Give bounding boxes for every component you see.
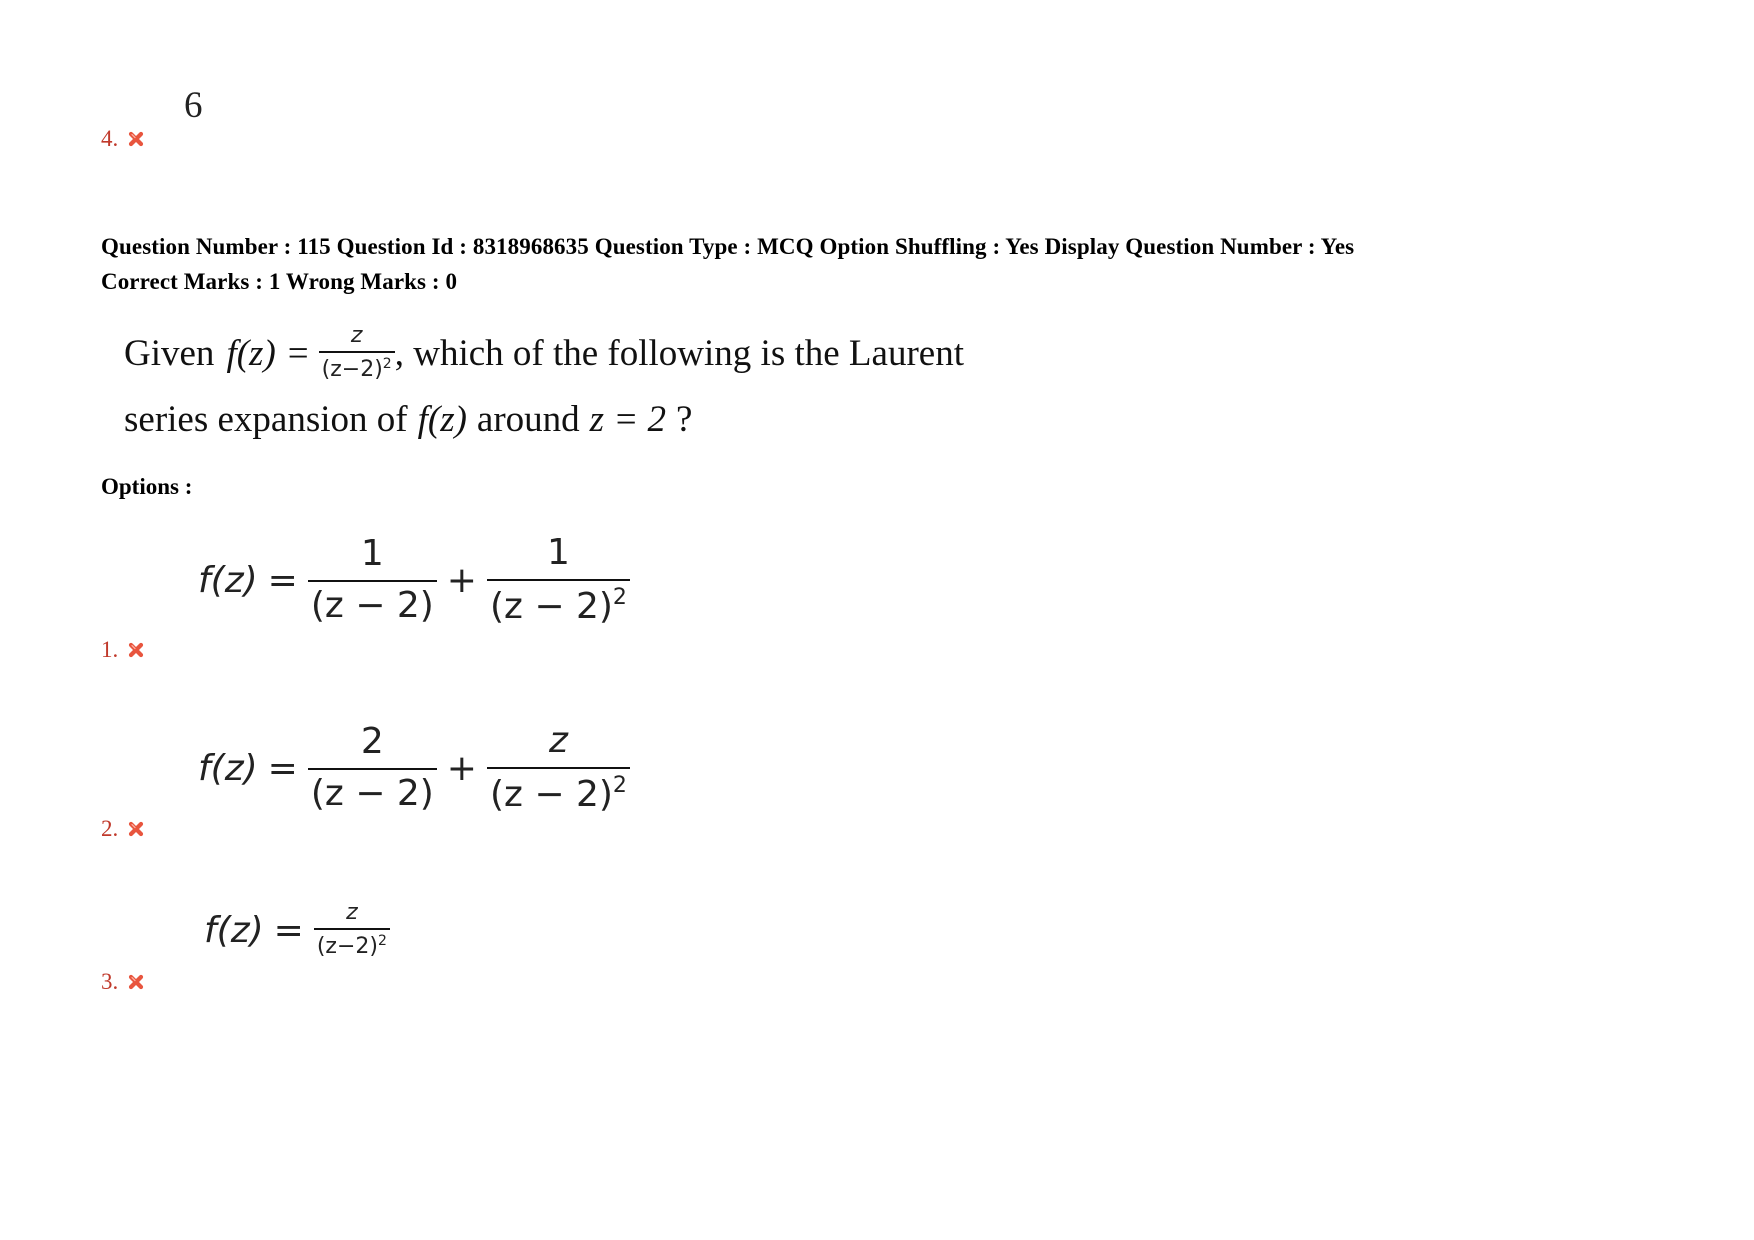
options-label: Options : <box>101 474 193 499</box>
option-3-term-1: $\frac{z}{(z-2)^2}$ <box>314 902 390 958</box>
question-marks-line: Correct Marks : 1 Wrong Marks : 0 <box>101 269 458 294</box>
option-3-marker <box>101 969 144 995</box>
option-2-equation[interactable]: f(z) = $\frac{2}{(z - 2)}$ + $\frac{z}{(z - 2)^2}$ <box>198 720 630 816</box>
option-2-term-2: $\frac{z}{(z - 2)^2}$ <box>487 723 630 813</box>
question-fraction: $\frac{z}{(z-2)^2}$ <box>319 325 395 381</box>
option-number: 1. <box>101 637 119 662</box>
cross-icon <box>128 821 144 837</box>
option-1-term-1: $\frac{1}{(z - 2)}$ <box>308 536 437 624</box>
option-2-marker <box>101 816 144 842</box>
option-number: 4. <box>101 126 119 151</box>
cross-icon <box>128 131 144 147</box>
option-1-marker <box>101 637 144 663</box>
option-1-equation[interactable]: f(z) = $\frac{1}{(z - 2)}$ + $\frac{1}{(z - 2)^2}$ <box>198 532 630 628</box>
previous-option-4-value: 6 <box>184 85 203 126</box>
option-number: 3. <box>101 969 119 994</box>
question-meta-line: Question Number : 115 Question Id : 8318968635 Question Type : MCQ Option Shuffling : Yes Display Question Number : Yes <box>101 234 1355 259</box>
cross-icon <box>128 974 144 990</box>
option-number: 2. <box>101 816 119 841</box>
option-3-equation[interactable]: f(z) = $\frac{z}{(z-2)^2}$ <box>204 895 390 965</box>
question-text-line-2: series expansion of f(z) around z = 2 ? <box>124 398 693 440</box>
previous-option-4-marker <box>101 126 144 152</box>
question-text-line-1: Given f(z) = $\frac{z}{(z-2)^2}$ , which of the following is the Laurent <box>124 323 964 382</box>
option-1-term-2: $\frac{1}{(z - 2)^2}$ <box>487 535 630 625</box>
option-2-term-1: $\frac{2}{(z - 2)}$ <box>308 724 437 812</box>
cross-icon <box>128 642 144 658</box>
